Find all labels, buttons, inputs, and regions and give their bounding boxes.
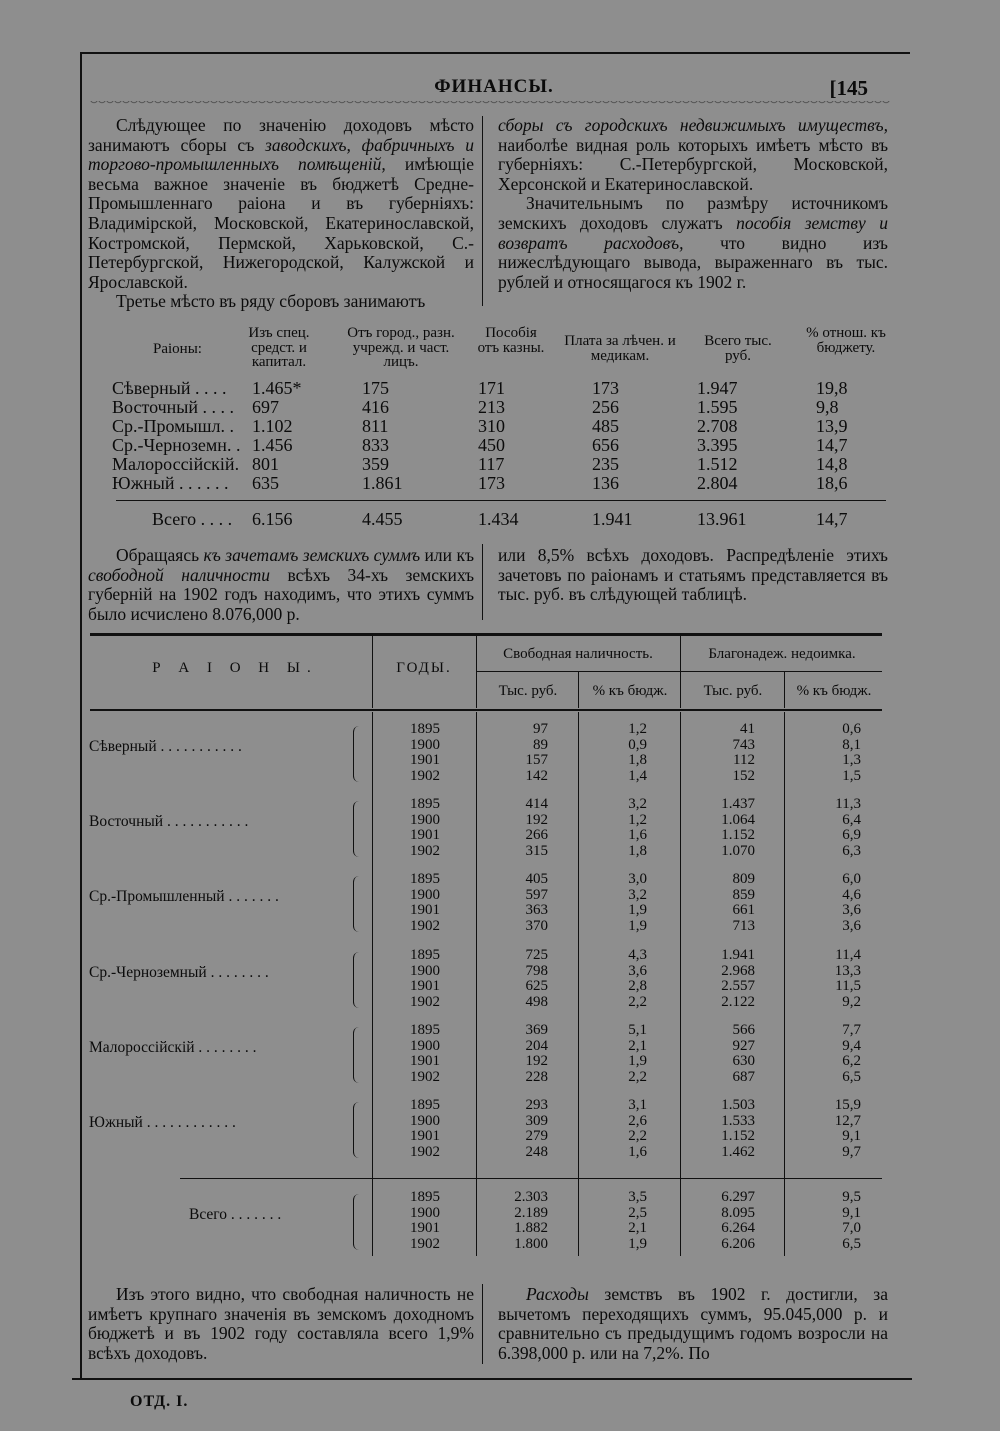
page-bottom-rule <box>72 1378 912 1380</box>
table-cell: 809 <box>732 871 755 887</box>
table-row <box>85 1145 885 1161</box>
header-divider <box>680 636 681 708</box>
table-cell: 1.941 <box>592 509 633 529</box>
table-row <box>112 435 872 454</box>
table-cell: 811 <box>362 416 389 436</box>
table-top-rule <box>90 633 882 636</box>
region-block <box>85 722 885 786</box>
table-cell: 485 <box>592 416 619 436</box>
total-rule <box>180 1178 882 1179</box>
table-cell: 19,8 <box>816 378 848 398</box>
table-cell: 597 <box>525 886 548 903</box>
year-cell: 1901 <box>410 1128 440 1144</box>
table-cell: 175 <box>362 378 389 398</box>
region-block <box>85 872 885 936</box>
year-cell: 1895 <box>410 1097 440 1113</box>
table-row <box>85 1039 885 1055</box>
regions-header: Р А І О Н Ы. <box>152 660 318 676</box>
closing-right-column <box>498 1285 888 1363</box>
intro-text: Третье мѣсто въ ряду сборовъ занимаютъ <box>116 291 426 312</box>
intro-emphasis: сборы съ городскихъ недвижимыхъ имуществъ, <box>498 115 888 135</box>
region-label: Южный . . . . . . . . . . . . <box>89 1114 236 1131</box>
table-cell: 11,4 <box>835 947 861 963</box>
table-cell: 1,8 <box>628 752 647 768</box>
table-cell: 1,6 <box>628 1143 647 1160</box>
year-cell: 1900 <box>410 811 440 828</box>
table-cell: 1.533 <box>721 1112 755 1129</box>
table-cell: 192 <box>525 811 548 828</box>
table-cell: 1.437 <box>721 796 755 812</box>
table-cell: 9,4 <box>842 1037 861 1054</box>
table-cell: 3,2 <box>628 886 647 903</box>
table-cell: 157 <box>525 752 548 768</box>
closing-emphasis: Расходы <box>526 1284 589 1304</box>
table-cell: 7,0 <box>842 1220 861 1236</box>
year-cell: 1902 <box>410 1143 440 1160</box>
year-cell: 1902 <box>410 767 440 784</box>
table-cell: 2,2 <box>628 993 647 1010</box>
region-block <box>85 1190 885 1254</box>
table-row <box>112 454 872 473</box>
table-cell: 3,6 <box>842 917 861 934</box>
header-bottom-rule <box>90 709 882 711</box>
table-cell: 1,4 <box>628 767 647 784</box>
table-cell: 2.122 <box>721 993 755 1010</box>
table-cell: 11,5 <box>835 978 861 994</box>
subheader: % къ бюдж. <box>796 683 872 699</box>
running-header <box>80 76 908 102</box>
table-cell: 3,6 <box>628 962 647 979</box>
table-cell: 2,5 <box>628 1204 647 1221</box>
table-cell: 8.095 <box>721 1204 755 1221</box>
intro-text: Значительнымъ по размѣру источникомъ земскихъ доходовъ служатъ <box>498 193 888 233</box>
table-row <box>112 397 872 416</box>
page-number: [145 <box>829 76 868 100</box>
closing-text: земствъ въ 1902 г. достигли, за вычетомъ переходящихъ суммъ, 95.045,000 р. и сравнительно съ предыдущимъ годомъ возросли на 6.398,000 р. или на 7,2%. По <box>498 1284 888 1363</box>
table-cell: 228 <box>525 1068 548 1085</box>
region-label: Ср.-Черноземный . . . . . . . . <box>89 964 269 981</box>
table-cell: 204 <box>525 1037 548 1054</box>
table-cell: 1.882 <box>514 1220 548 1236</box>
table-cell: 2,1 <box>628 1220 647 1236</box>
table-cell: 1.503 <box>721 1097 755 1113</box>
table-cell: 89 <box>533 736 548 753</box>
table-cell: 14,8 <box>816 454 848 474</box>
intro-emphasis: заводскихъ, фабричныхъ и торгово-промышленныхъ помѣщеній, <box>88 134 474 175</box>
intro-right-column <box>498 116 888 292</box>
header-divider <box>372 636 373 708</box>
region-label: Всего . . . . . . . <box>189 1206 282 1223</box>
region-label: Малороссійскій. <box>112 454 240 474</box>
table-row <box>85 769 885 785</box>
table-cell: 1.064 <box>721 811 755 828</box>
table-cell: 801 <box>252 454 279 474</box>
year-cell: 1895 <box>410 796 440 812</box>
mid-text: всѣхъ 34-хъ земскихъ губерній на 1902 годъ находимъ, что этихъ суммъ было исчислено 8.076,000 р. <box>88 564 475 624</box>
table-cell: 833 <box>362 435 389 455</box>
table-cell: 256 <box>592 397 619 417</box>
table-row <box>85 1206 885 1222</box>
table-cell: 1.800 <box>514 1235 548 1252</box>
column-header: Изъ спец. средст. и капитал. <box>248 325 310 370</box>
table-cell: 235 <box>592 454 619 474</box>
total-label: Всего . . . . <box>152 509 233 529</box>
table-cell: 112 <box>733 752 755 768</box>
table-cell: 3,6 <box>842 902 861 918</box>
table-cell: 359 <box>362 454 389 474</box>
year-cell: 1895 <box>410 947 440 963</box>
region-block <box>85 948 885 1012</box>
year-cell: 1900 <box>410 1037 440 1054</box>
table-cell: 414 <box>525 796 548 812</box>
table-cell: 1.102 <box>252 416 293 436</box>
table-row <box>85 1190 885 1206</box>
table-cell: 173 <box>478 473 505 493</box>
year-cell: 1900 <box>410 736 440 753</box>
table-row <box>85 872 885 888</box>
table-cell: 4,6 <box>842 886 861 903</box>
table-cell: 3,1 <box>628 1097 647 1113</box>
table-cell: 1.861 <box>362 473 403 493</box>
year-cell: 1901 <box>410 1220 440 1236</box>
intro-text: имѣющіе весьма важное значеніе въ бюджетѣ Средне-Промышленнаго раіона и въ губерніяхъ: Владимірской, Московской, Екатеринославской, Костромской, Пермской, Харьковской, С.-Петербургской, Нижегородской, Калужской и Ярославской. <box>88 154 474 292</box>
table-cell: 279 <box>525 1128 548 1144</box>
mid-text: Обращаясь <box>116 545 204 565</box>
closing-left-column <box>88 1285 474 1363</box>
table-cell: 656 <box>592 435 619 455</box>
subheader: Тыс. руб. <box>498 683 558 699</box>
table-cell: 498 <box>525 993 548 1010</box>
table-cell: 171 <box>478 378 505 398</box>
year-cell: 1901 <box>410 978 440 994</box>
year-cell: 1900 <box>410 886 440 903</box>
year-cell: 1900 <box>410 1204 440 1221</box>
table-cell: 8,1 <box>842 736 861 753</box>
table-cell: 309 <box>525 1112 548 1129</box>
table-cell: 6,3 <box>842 842 861 859</box>
table-cell: 1.595 <box>697 397 738 417</box>
ornamental-rule <box>90 101 890 109</box>
table-cell: 859 <box>732 886 755 903</box>
region-label: Восточный . . . . <box>112 397 235 417</box>
region-label: Ср.-Промышленный . . . . . . . <box>89 888 279 905</box>
table-cell: 1.456 <box>252 435 293 455</box>
table-cell: 18,6 <box>816 473 848 493</box>
region-block <box>85 1098 885 1162</box>
table-cell: 369 <box>525 1022 548 1038</box>
table-row <box>85 797 885 813</box>
table-cell: 2,2 <box>628 1068 647 1085</box>
column-header: Пособія отъ казны. <box>477 325 545 356</box>
table-cell: 927 <box>732 1037 755 1054</box>
table-cell: 1.462 <box>721 1143 755 1160</box>
table-cell: 2.303 <box>514 1189 548 1205</box>
column-header: Всего тыс. руб. <box>704 333 772 364</box>
region-block <box>85 1023 885 1087</box>
table-cell: 1.465* <box>252 378 302 398</box>
column-header: Плата за лѣчен. и медикам. <box>564 333 676 364</box>
table-cell: 6,5 <box>842 1235 861 1252</box>
table-cell: 697 <box>252 397 279 417</box>
table-row <box>85 979 885 995</box>
table-cell: 2.189 <box>514 1204 548 1221</box>
year-cell: 1895 <box>410 1022 440 1038</box>
table-cell: 266 <box>525 827 548 843</box>
table-cell: 1,9 <box>628 1053 647 1069</box>
table-row <box>85 722 885 738</box>
table-cell: 2,8 <box>628 978 647 994</box>
column-divider <box>482 1284 483 1364</box>
table-cell: 192 <box>525 1053 548 1069</box>
region-label: Ср.-Черноземн. . <box>112 435 241 455</box>
year-cell: 1895 <box>410 721 440 737</box>
table-cell: 743 <box>732 736 755 753</box>
table-cell: 315 <box>525 842 548 859</box>
table-cell: 2.708 <box>697 416 738 436</box>
table-row <box>85 1221 885 1237</box>
year-cell: 1902 <box>410 917 440 934</box>
table-cell: 1,2 <box>628 721 647 737</box>
table-cell: 1.947 <box>697 378 738 398</box>
header-rule <box>476 671 882 672</box>
table-cell: 136 <box>592 473 619 493</box>
table-cell: 3,5 <box>628 1189 647 1205</box>
table-cell: 11,3 <box>835 796 861 812</box>
mid-left-column <box>88 546 474 624</box>
table-cell: 152 <box>732 767 755 784</box>
table-cell: 173 <box>592 378 619 398</box>
section-footer: ОТД. I. <box>130 1393 189 1410</box>
year-cell: 1901 <box>410 902 440 918</box>
table-cell: 9,1 <box>842 1204 861 1221</box>
table-row <box>112 473 872 492</box>
table-cell: 1.512 <box>697 454 738 474</box>
table-cell: 9,2 <box>842 993 861 1010</box>
table-cell: 9,5 <box>842 1189 861 1205</box>
year-cell: 1900 <box>410 1112 440 1129</box>
table-row <box>85 903 885 919</box>
table-row <box>85 844 885 860</box>
table-cell: 9,7 <box>842 1143 861 1160</box>
table-row <box>85 995 885 1011</box>
year-cell: 1900 <box>410 962 440 979</box>
table-cell: 0,9 <box>628 736 647 753</box>
intro-text: Слѣдующее по значенію доходовъ мѣсто занимаютъ сборы съ <box>88 115 474 155</box>
column-header: Раіоны: <box>153 341 202 357</box>
table-cell: 9,1 <box>842 1128 861 1144</box>
table-cell: 450 <box>478 435 505 455</box>
table-cell: 1,6 <box>628 827 647 843</box>
year-cell: 1901 <box>410 752 440 768</box>
header-divider <box>578 672 579 708</box>
table-cell: 713 <box>732 917 755 934</box>
table-row <box>85 888 885 904</box>
table-cell: 1.152 <box>721 827 755 843</box>
table-cell: 2.804 <box>697 473 738 493</box>
table-cell: 2,2 <box>628 1128 647 1144</box>
table-cell: 566 <box>732 1022 755 1038</box>
table-cell: 6,2 <box>842 1053 861 1069</box>
total-row <box>112 509 872 528</box>
year-cell: 1902 <box>410 842 440 859</box>
table-cell: 6.297 <box>721 1189 755 1205</box>
table-cell: 625 <box>525 978 548 994</box>
region-label: Восточный . . . . . . . . . . . <box>89 813 249 830</box>
table-cell: 2,1 <box>628 1037 647 1054</box>
intro-left-column <box>88 116 474 312</box>
table-cell: 6.264 <box>721 1220 755 1236</box>
years-header: ГОДЫ. <box>396 660 452 676</box>
table-row <box>85 1070 885 1086</box>
table-cell: 142 <box>525 767 548 784</box>
table-row <box>85 948 885 964</box>
region-label: Сѣверный . . . . <box>112 378 227 398</box>
column-divider <box>482 544 483 620</box>
table-row <box>85 738 885 754</box>
section-title: ФИНАНСЫ. <box>434 76 554 97</box>
total-rule <box>116 500 886 501</box>
table-cell: 12,7 <box>834 1112 861 1129</box>
table-cell: 1.941 <box>721 947 755 963</box>
mid-emphasis: къ зачетамъ земскихъ суммъ <box>203 545 421 565</box>
table-cell: 405 <box>525 871 548 887</box>
arrears-header: Благонадеж. недоимка. <box>708 646 856 662</box>
table-cell: 6,9 <box>842 827 861 843</box>
table-cell: 1.434 <box>478 509 519 529</box>
table-cell: 1,9 <box>628 902 647 918</box>
year-cell: 1901 <box>410 1053 440 1069</box>
table-cell: 9,8 <box>816 397 839 417</box>
table-cell: 798 <box>525 962 548 979</box>
year-cell: 1895 <box>410 871 440 887</box>
table-cell: 13,3 <box>834 962 861 979</box>
table-row <box>85 828 885 844</box>
table-cell: 2.557 <box>721 978 755 994</box>
free-balance-header: Свободная наличность. <box>503 646 653 662</box>
subheader: Тыс. руб. <box>703 683 763 699</box>
table-cell: 6,5 <box>842 1068 861 1085</box>
table-cell: 687 <box>732 1068 755 1085</box>
intro-text: что видно изъ нижеслѣдующаго вывода, выраженнаго въ тыс. рублей и относящагося къ 1902 г. <box>498 232 888 292</box>
table-cell: 1,9 <box>628 917 647 934</box>
year-cell: 1902 <box>410 1068 440 1085</box>
table-row <box>85 1114 885 1130</box>
mid-emphasis: свободной наличности <box>88 564 271 585</box>
subheader: % къ бюдж. <box>592 683 668 699</box>
table-cell: 13,9 <box>816 416 848 436</box>
table-row <box>85 813 885 829</box>
table-cell: 97 <box>533 721 548 737</box>
table-row <box>85 1023 885 1039</box>
table-cell: 213 <box>478 397 505 417</box>
region-label: Ср.-Промышл. . <box>112 416 234 436</box>
region-label: Южный . . . . . . <box>112 473 229 493</box>
table-cell: 3,0 <box>628 871 647 887</box>
table-cell: 416 <box>362 397 389 417</box>
table-cell: 14,7 <box>816 509 848 529</box>
table-cell: 5,1 <box>628 1022 647 1038</box>
table-row <box>85 1054 885 1070</box>
table-cell: 41 <box>740 721 755 737</box>
table-cell: 14,7 <box>816 435 848 455</box>
table-cell: 635 <box>252 473 279 493</box>
table-cell: 1,2 <box>628 811 647 828</box>
table-cell: 0,6 <box>842 721 861 737</box>
table-cell: 6,4 <box>842 811 861 828</box>
header-divider <box>784 672 785 708</box>
table-row <box>85 753 885 769</box>
table-row <box>112 378 872 397</box>
table-row <box>85 1129 885 1145</box>
table-cell: 4,3 <box>628 947 647 963</box>
column-header: Отъ город., разн. учрежд. и част. лицъ. <box>347 325 455 370</box>
table-cell: 370 <box>525 917 548 934</box>
year-cell: 1901 <box>410 827 440 843</box>
table-cell: 3.395 <box>697 435 738 455</box>
table-cell: 1,3 <box>842 752 861 768</box>
table-cell: 4.455 <box>362 509 403 529</box>
intro-emphasis: пособія земству и возвратъ расходовъ, <box>498 212 888 253</box>
table-cell: 15,9 <box>834 1097 861 1113</box>
table-cell: 310 <box>478 416 505 436</box>
table-cell: 6.206 <box>721 1235 755 1252</box>
closing-text: Изъ этого видно, что свободная наличность не имѣетъ крупнаго значенія въ земскомъ доходномъ бюджетѣ и въ 1902 году составляла всего 1,9% всѣхъ доходовъ. <box>88 1284 474 1363</box>
table-cell: 117 <box>478 454 505 474</box>
mid-text: или къ <box>420 545 474 565</box>
year-cell: 1902 <box>410 993 440 1010</box>
table-row <box>85 1098 885 1114</box>
table-cell: 7,7 <box>842 1022 861 1038</box>
region-block <box>85 797 885 861</box>
table-cell: 2.968 <box>721 962 755 979</box>
table-cell: 6.156 <box>252 509 293 529</box>
header-divider <box>476 636 477 708</box>
table-row <box>112 416 872 435</box>
table-cell: 1.070 <box>721 842 755 859</box>
table-cell: 6,0 <box>842 871 861 887</box>
intro-text: наиболѣе видная роль которыхъ имѣетъ мѣсто въ губерніяхъ: С.-Петербургской, Московской, Херсонской и Екатеринославской. <box>498 134 888 194</box>
table-row <box>85 964 885 980</box>
table-cell: 1.152 <box>721 1128 755 1144</box>
table-cell: 293 <box>525 1097 548 1113</box>
year-cell: 1895 <box>410 1189 440 1205</box>
table-cell: 1,8 <box>628 842 647 859</box>
region-label: Малороссійскій . . . . . . . . <box>89 1039 257 1056</box>
table-cell: 630 <box>732 1053 755 1069</box>
column-header: % отнош. къ бюджету. <box>806 325 886 356</box>
region-label: Сѣверный . . . . . . . . . . . <box>89 738 242 755</box>
table-row <box>85 919 885 935</box>
table-cell: 2,6 <box>628 1112 647 1129</box>
table-cell: 13.961 <box>697 509 747 529</box>
table-cell: 3,2 <box>628 796 647 812</box>
table-cell: 248 <box>525 1143 548 1160</box>
table-cell: 363 <box>525 902 548 918</box>
table-cell: 1,9 <box>628 1235 647 1252</box>
column-divider <box>482 116 483 306</box>
table-cell: 1,5 <box>842 767 861 784</box>
mid-text: или 8,5% всѣхъ доходовъ. Распредѣленіе этихъ зачетовъ по раіонамъ и статьямъ представляется въ тыс. руб. въ слѣдующей таблицѣ. <box>498 545 888 605</box>
year-cell: 1902 <box>410 1235 440 1252</box>
mid-right-column <box>498 546 888 605</box>
table-cell: 725 <box>525 947 548 963</box>
table-cell: 661 <box>732 902 755 918</box>
table-row <box>85 1237 885 1253</box>
